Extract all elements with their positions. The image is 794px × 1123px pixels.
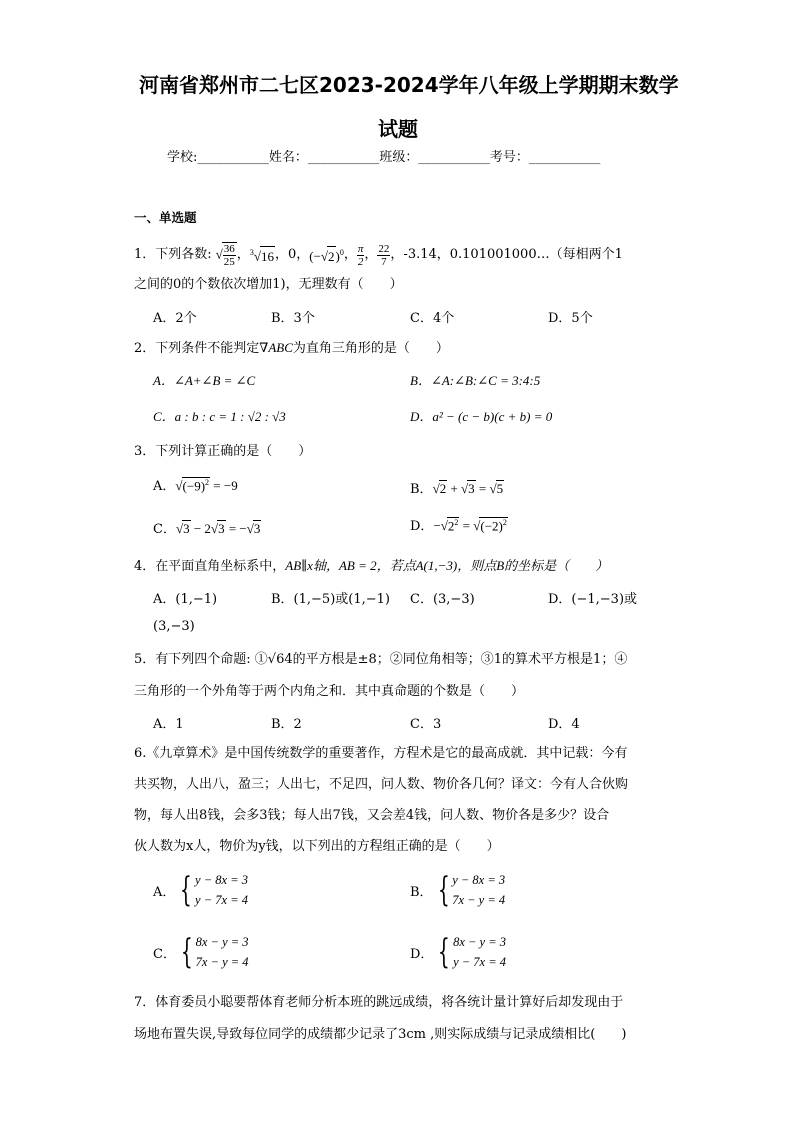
q6-c-eq2: 7x − y = 4 <box>195 955 249 969</box>
q4-stem-a: 4．在平面直角坐标系中， <box>134 559 286 574</box>
q6-d-eq2: y − 7x = 4 <box>453 955 507 969</box>
q4-stem-b: AB∥x轴，AB = 2，若点A(1,−3)，则点B的坐标是（ ） <box>285 558 609 573</box>
q1-line2: 之间的0的个数依次增加1)，无理数有（ ） <box>134 277 403 292</box>
question-7-line2: 场地布置失误,导致每位同学的成绩都少记录了3cm ,则实际成绩与记录成绩相比( ) <box>134 1027 627 1042</box>
q1-option-d[interactable]: D．5个 <box>548 311 593 326</box>
q2-option-c[interactable]: C．a : b : c = 1 : √2 : √3 <box>153 409 286 424</box>
q3-option-a-label: A． <box>153 479 176 494</box>
q2-option-a[interactable]: A．∠A+∠B = ∠C <box>153 373 256 388</box>
q2-option-b[interactable]: B．∠A:∠B:∠C = 3:4:5 <box>410 373 541 388</box>
q4-option-d-cont: (3,−3) <box>153 619 195 634</box>
q1-option-b[interactable]: B．3个 <box>271 311 315 326</box>
q6-c-eq1: 8x − y = 3 <box>195 935 249 949</box>
q3-option-b[interactable]: B．√2 + √3 = √5 <box>410 481 504 497</box>
section-title: 一、单选题 <box>134 210 197 225</box>
page-title-cont: 试题 <box>378 117 418 141</box>
q6-a-eq2: y − 7x = 4 <box>195 893 248 907</box>
q1-prefix: 1．下列各数: <box>134 247 212 262</box>
question-6-line1: 6.《九章算术》是中国传统数学的重要著作，方程术是它的最高成就．其中记载：今有 <box>134 746 628 761</box>
page-title: 河南省郑州市二七区2023-2024学年八年级上学期期末数学 <box>139 73 679 97</box>
q3-option-d[interactable]: D．$-√2^2 = √(-2)^2$ <box>410 517 507 534</box>
q6-option-c-label: C． <box>153 946 176 962</box>
q6-b-eq1: y − 8x = 3 <box>452 873 506 887</box>
q3-option-c[interactable]: C．√3 − 2√3 = −√3 <box>153 521 261 537</box>
q3-option-d-label: D． <box>410 519 434 534</box>
q5-option-c[interactable]: C．3 <box>410 717 442 732</box>
q5-option-d[interactable]: D．4 <box>548 717 580 732</box>
q6-option-d-label: D． <box>410 946 434 962</box>
q4-option-c[interactable]: C．(3,−3) <box>410 592 475 607</box>
question-6-line4: 伙人数为x人，物价为y钱，以下列出的方程组正确的是（ ） <box>134 839 500 854</box>
question-4 <box>134 556 608 577</box>
q1-option-c[interactable]: C．4个 <box>410 311 455 326</box>
q6-option-a-label: A． <box>153 884 176 900</box>
question-5-line2: 三角形的一个外角等于两个内角之和．其中真命题的个数是（ ） <box>134 684 525 699</box>
q4-option-b[interactable]: B．(1,−5)或(1,−1) <box>271 592 390 607</box>
q6-option-b[interactable]: B． { y − 8x = 3 7x − y = 4 <box>410 870 506 910</box>
question-5-line1: 5．有下列四个命题: ①√64的平方根是±8；②同位角相等；③1的算术平方根是1；④ <box>134 652 628 667</box>
q6-option-b-label: B． <box>410 884 433 900</box>
q6-option-a[interactable]: A． { y − 8x = 3 y − 7x = 4 <box>153 870 248 910</box>
question-1: 1．下列各数: √ $\frac{36}{25}$ ， $^3$√16 ，0， $(-√2)^0$ ， $\frac{\pi}{2}$ ， $\frac{22}{7}$ ，-3.14，0.101001000…（每相两个1 <box>134 242 623 268</box>
q4-option-a[interactable]: A．(1,−1) <box>153 592 218 607</box>
q1-option-a[interactable]: A．2个 <box>153 311 197 326</box>
question-6-line2: 共买物，人出八，盈三；人出七，不足四，问人数、物价各几何？译文：今有人合伙购 <box>134 777 629 792</box>
question-6-line3: 物，每人出8钱，会多3钱；每人出7钱，又会差4钱，问人数、物价各是多少？设合 <box>134 808 610 823</box>
question-3: 3．下列计算正确的是（ ） <box>134 444 312 459</box>
q2-stem: 2．下列条件不能判定 <box>134 341 260 356</box>
q5-option-a[interactable]: A．1 <box>153 717 184 732</box>
q2-stem-tail: 为直角三角形的是（ ） <box>292 341 449 356</box>
q6-option-d[interactable]: D． { 8x − y = 3 y − 7x = 4 <box>410 932 507 972</box>
student-info-line: 学校:___________姓名：___________班级：___________考号：___________ <box>167 150 601 165</box>
q2-option-d[interactable]: D．a² − (c − b)(c + b) = 0 <box>410 409 553 424</box>
q6-d-eq1: 8x − y = 3 <box>453 935 507 949</box>
q1-tail: ，-3.14，0.101001000…（每相两个1 <box>390 247 623 262</box>
q3-option-a[interactable]: A．$√(-9)^2 = -9$ <box>153 477 238 494</box>
q6-b-eq2: 7x − y = 4 <box>452 893 506 907</box>
q2-triangle: ∇ABC <box>259 340 293 355</box>
q4-option-d[interactable]: D．(−1,−3)或 <box>548 592 638 607</box>
q6-option-c[interactable]: C． { 8x − y = 3 7x − y = 4 <box>153 932 249 972</box>
q6-a-eq1: y − 8x = 3 <box>195 873 248 887</box>
question-2 <box>134 338 449 359</box>
q3-option-b-label: B． <box>410 482 433 497</box>
q3-option-c-label: C． <box>153 522 176 537</box>
question-7-line1: 7．体育委员小聪要帮体育老师分析本班的跳远成绩，将各统计量计算好后却发现由于 <box>134 995 624 1010</box>
q5-option-b[interactable]: B．2 <box>271 717 302 732</box>
